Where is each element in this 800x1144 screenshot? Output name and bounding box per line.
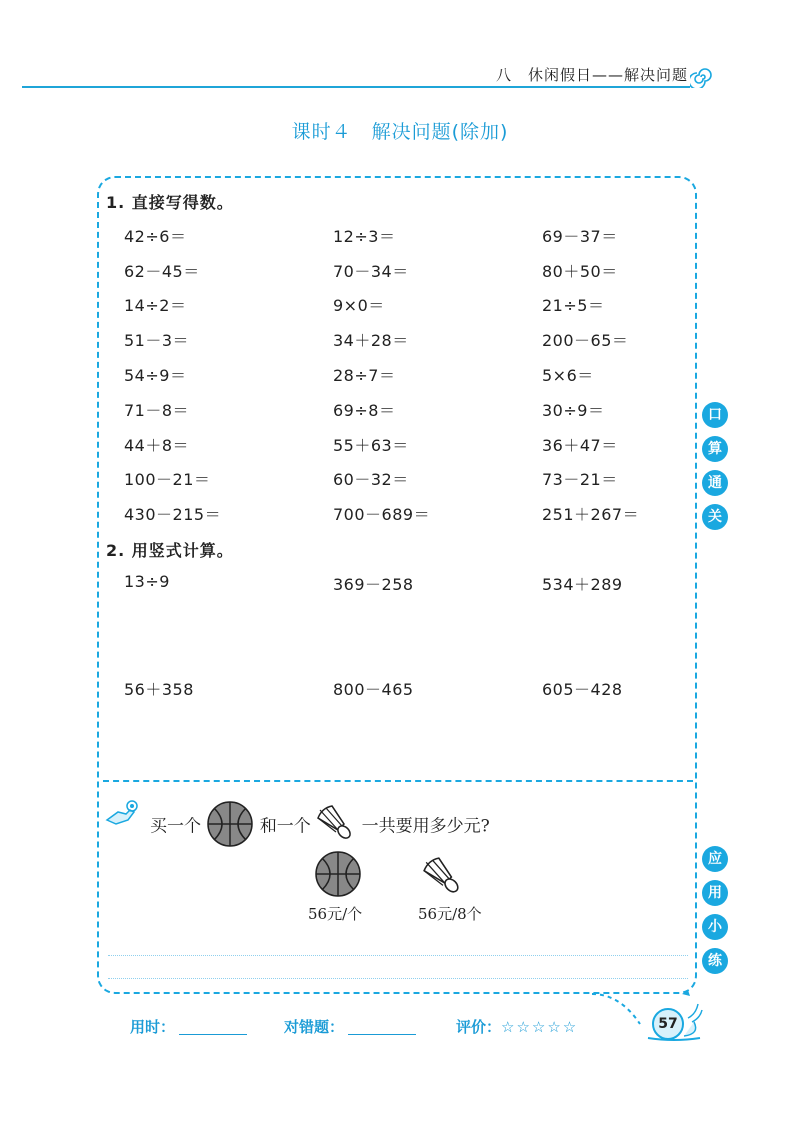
problem: 44＋8＝ [124,436,190,455]
problem: 700－689＝ [333,505,431,524]
page-number: 57 [652,1008,684,1040]
swirl-icon [690,66,712,88]
problem: 54÷9＝ [124,366,187,385]
problem: 62－45＝ [124,262,200,281]
problem: 28÷7＝ [333,366,396,385]
shuttlecock-icon [422,856,464,898]
problem: 30÷9＝ [542,401,605,420]
oral-calc-tabs [702,402,728,538]
pointing-hand-icon [104,798,142,828]
chapter-header: 八 休闲假日——解决问题 [495,66,688,84]
errors-label: 对错题： [284,1018,345,1036]
problem: 800－465 [333,680,414,699]
problem: 73－21＝ [542,470,618,489]
problem: 42÷6＝ [124,227,187,246]
page-title: 课时４ 解决问题(除加) [291,121,509,143]
problem: 70－34＝ [333,262,409,281]
rating-stars[interactable]: ☆☆☆☆☆ [501,1018,579,1036]
tab-char: 通 [702,470,728,496]
basketball-icon [314,850,362,898]
problem: 9×0＝ [333,296,385,315]
basketball-icon [206,800,254,848]
section2-heading: 2. 用竖式计算。 [106,541,234,560]
tab-char: 练 [702,948,728,974]
tab-char: 关 [702,504,728,530]
tab-char: 算 [702,436,728,462]
problem: 51－3＝ [124,331,190,350]
problem: 34＋28＝ [333,331,409,350]
question-part: 和一个 [259,816,311,837]
time-field [130,1016,247,1037]
rating-label: 评价： [456,1018,502,1036]
basketball-price: 56元/个 [308,905,363,923]
problem: 14÷2＝ [124,296,187,315]
problem: 605－428 [542,680,623,699]
problem: 36＋47＝ [542,436,618,455]
problem: 5×6＝ [542,366,594,385]
rating-field [456,1016,578,1037]
question-part: 一共要用多少元? [361,816,490,837]
problem: 200－65＝ [542,331,629,350]
problem: 12÷3＝ [333,227,396,246]
problem: 69÷8＝ [333,401,396,420]
section1-heading: 1. 直接写得数。 [106,193,234,212]
problem: 21÷5＝ [542,296,605,315]
problem: 71－8＝ [124,401,190,420]
problem: 251＋267＝ [542,505,640,524]
problem: 534＋289 [542,575,623,594]
errors-field [284,1016,416,1037]
applied-practice-tabs [702,846,728,982]
answer-line [108,955,688,956]
problem: 56＋358 [124,680,194,699]
answer-line [108,978,688,979]
tab-char: 用 [702,880,728,906]
problem: 430－215＝ [124,505,222,524]
tab-char: 应 [702,846,728,872]
time-label: 用时： [130,1018,176,1036]
header-rule [22,86,690,88]
application-question [150,800,490,848]
shuttlecock-icon [316,804,356,844]
question-part: 买一个 [150,816,201,837]
time-blank[interactable] [179,1020,247,1035]
problem: 55＋63＝ [333,436,409,455]
problem: 80＋50＝ [542,262,618,281]
tab-char: 口 [702,402,728,428]
problem: 13÷9 [124,572,170,591]
tab-char: 小 [702,914,728,940]
shuttlecock-price: 56元/8个 [418,905,482,923]
section-divider [103,780,693,782]
errors-blank[interactable] [348,1020,416,1035]
problem: 369－258 [333,575,414,594]
problem: 69－37＝ [542,227,618,246]
problem: 100－21＝ [124,470,211,489]
problem: 60－32＝ [333,470,409,489]
